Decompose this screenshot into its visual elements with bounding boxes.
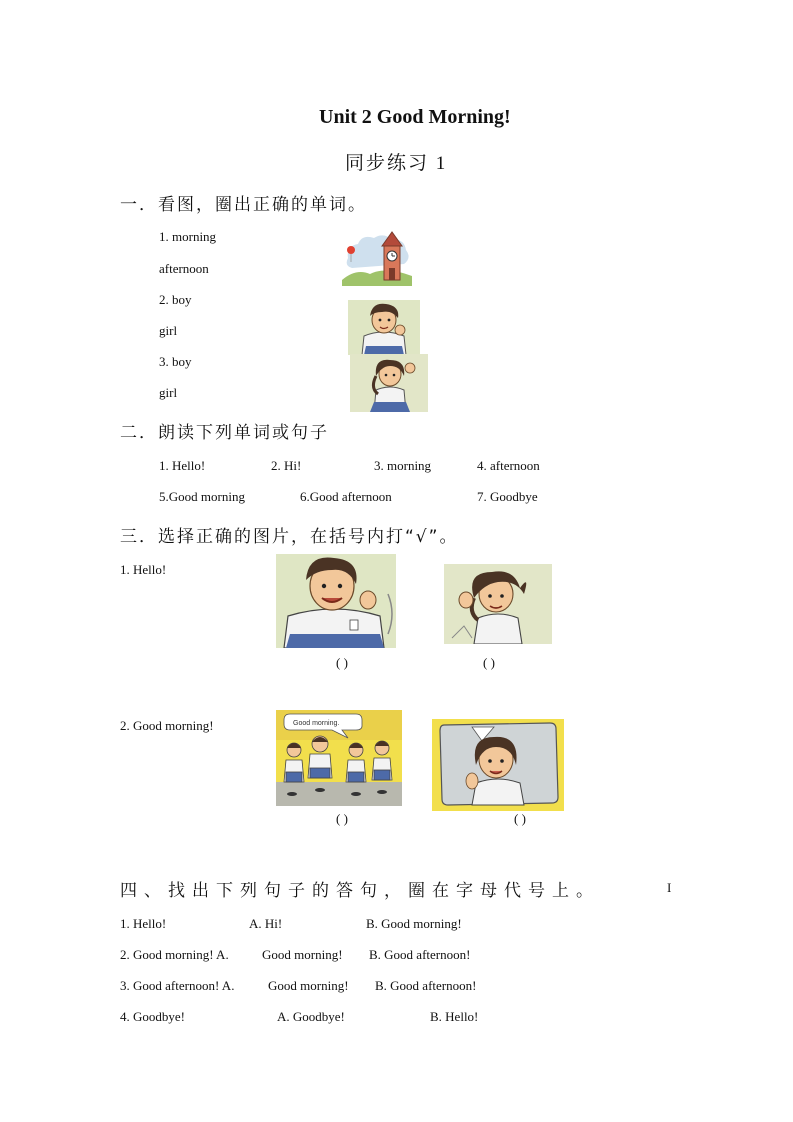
- s2-word-4: 4. afternoon: [477, 458, 540, 473]
- girl-picture-small: [350, 354, 428, 412]
- s3-q2-bracket-a[interactable]: ( ): [336, 811, 348, 826]
- s4-row4-option-b[interactable]: B. Hello!: [430, 1009, 479, 1024]
- side-mark: I: [667, 880, 672, 895]
- s1-item1-alt: afternoon: [159, 261, 209, 276]
- s1-item1-word: 1. morning: [159, 229, 217, 244]
- page-title: Unit 2 Good Morning!: [319, 106, 511, 128]
- s1-item2-alt: girl: [159, 323, 178, 338]
- s4-row3-option-b[interactable]: B. Good afternoon!: [375, 978, 477, 993]
- boy-picture-large: [276, 554, 396, 648]
- s2-word-1: 1. Hello!: [159, 458, 206, 473]
- section3-heading: 三．选择正确的图片，在括号内打“√”。: [120, 527, 459, 547]
- speech-bubble-text: Good morning.: [293, 720, 340, 727]
- page-subtitle: 同步练习 1: [345, 153, 448, 174]
- s4-row4-option-a[interactable]: A. Goodbye!: [277, 1009, 345, 1024]
- s2-word-6: 6.Good afternoon: [300, 489, 392, 504]
- s1-item3-alt: girl: [159, 385, 178, 400]
- boy-picture-small: [348, 300, 420, 355]
- girl-window-picture: [432, 719, 564, 811]
- s4-row1-question: 1. Hello!: [120, 916, 167, 931]
- s2-word-5: 5.Good morning: [159, 489, 245, 504]
- s3-q1-bracket-a[interactable]: ( ): [336, 655, 348, 670]
- s3-q1-bracket-b[interactable]: ( ): [483, 655, 495, 670]
- s1-item2-word: 2. boy: [159, 292, 192, 307]
- s3-q2-bracket-b[interactable]: ( ): [514, 811, 526, 826]
- s4-row1-option-a[interactable]: A. Hi!: [249, 916, 283, 931]
- s4-row2-option-a[interactable]: Good morning!: [262, 947, 343, 962]
- s2-word-3: 3. morning: [374, 458, 432, 473]
- s4-row3-question: 3. Good afternoon! A.: [120, 978, 235, 993]
- children-group-picture: [276, 710, 402, 806]
- s3-question-2: 2. Good morning!: [120, 718, 214, 733]
- girl-picture-large: [444, 564, 552, 644]
- s4-row3-option-a[interactable]: Good morning!: [268, 978, 349, 993]
- s4-row4-question: 4. Goodbye!: [120, 1009, 185, 1024]
- clock-tower-picture: [342, 228, 412, 286]
- s4-row2-option-b[interactable]: B. Good afternoon!: [369, 947, 471, 962]
- s2-word-7: 7. Goodbye: [477, 489, 538, 504]
- s1-item3-word: 3. boy: [159, 354, 192, 369]
- section2-heading: 二．朗读下列单词或句子: [120, 423, 329, 443]
- s2-word-2: 2. Hi!: [271, 458, 302, 473]
- s3-question-1: 1. Hello!: [120, 562, 167, 577]
- section4-heading: 四、找出下列句子的答句，圈在字母代号上。: [120, 881, 600, 901]
- s4-row1-option-b[interactable]: B. Good morning!: [366, 916, 462, 931]
- s4-row2-question: 2. Good morning! A.: [120, 947, 229, 962]
- section1-heading: 一．看图，圈出正确的单词。: [120, 195, 367, 215]
